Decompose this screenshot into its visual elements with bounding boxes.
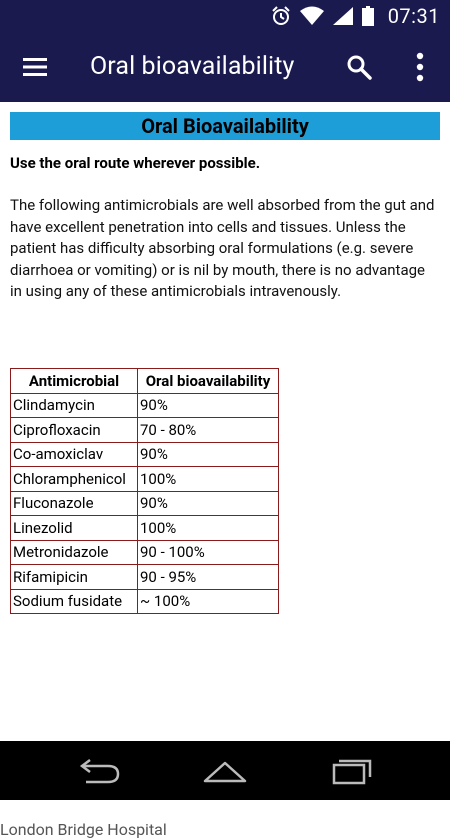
more-options-button[interactable] (408, 52, 432, 82)
antimicrobial-cell: Sodium fusidate (11, 589, 138, 614)
navigation-bar (0, 741, 450, 800)
menu-button[interactable] (22, 54, 48, 80)
antimicrobial-cell: Chloramphenicol (11, 467, 138, 492)
back-icon (74, 770, 126, 789)
bioavailability-cell: 90 - 100% (138, 540, 279, 565)
bioavailability-cell: ~ 100% (138, 589, 279, 614)
recents-icon (326, 770, 378, 789)
status-bar (0, 0, 450, 32)
table-row (11, 467, 279, 492)
more-vert-icon (408, 67, 432, 86)
alarm-icon (270, 5, 292, 27)
antimicrobial-cell: Fluconazole (11, 491, 138, 516)
app-bar-title: Oral bioavailability (90, 52, 295, 81)
bioavailability-cell: 70 - 80% (138, 418, 279, 443)
table-row (11, 540, 279, 565)
footer-attribution: London Bridge Hospital (0, 820, 167, 839)
bioavailability-cell: 90% (138, 393, 279, 418)
antimicrobial-cell: Ciprofloxacin (11, 418, 138, 443)
home-button[interactable] (199, 757, 251, 785)
signal-icon (332, 6, 354, 26)
search-icon (346, 65, 372, 84)
description-paragraph: The following antimicrobials are well absorbed from the gut and have excellent penetration into cells and tissues. Unless the patient has difficulty absorbing oral formulations (e.g. severe diarrhoea or vomiting) or is nil by mouth, there is no advantage in using any of these antimicrobials intravenously. (10, 196, 435, 300)
table-row (11, 516, 279, 541)
section-heading: Oral Bioavailability (10, 112, 440, 140)
wifi-icon (300, 6, 324, 26)
content-area[interactable] (0, 102, 450, 839)
table-row (11, 442, 279, 467)
bioavailability-cell: 100% (138, 516, 279, 541)
bioavailability-table (10, 368, 279, 614)
antimicrobial-cell: Metronidazole (11, 540, 138, 565)
column-header-antimicrobial: Antimicrobial (11, 369, 138, 394)
antimicrobial-cell: Clindamycin (11, 393, 138, 418)
table-row (11, 393, 279, 418)
table-row (11, 418, 279, 443)
search-button[interactable] (346, 54, 372, 80)
battery-icon (362, 6, 374, 26)
table-row (11, 491, 279, 516)
back-button[interactable] (74, 757, 126, 785)
status-time: 07:31 (387, 4, 440, 28)
antimicrobial-cell: Linezolid (11, 516, 138, 541)
antimicrobial-cell: Co-amoxiclav (11, 442, 138, 467)
bioavailability-cell: 90% (138, 491, 279, 516)
antimicrobial-cell: Rifamipicin (11, 565, 138, 590)
bioavailability-cell: 90% (138, 442, 279, 467)
table-row (11, 589, 279, 614)
table-row (11, 565, 279, 590)
status-icons (270, 0, 440, 32)
bioavailability-cell: 100% (138, 467, 279, 492)
recents-button[interactable] (326, 757, 378, 785)
column-header-oral-bioavailability: Oral bioavailability (138, 369, 279, 394)
menu-icon (22, 65, 48, 84)
table-header-row (11, 369, 279, 394)
app-bar (0, 32, 450, 102)
home-icon (199, 770, 251, 789)
intro-text: Use the oral route wherever possible. (10, 154, 261, 172)
bioavailability-cell: 90 - 95% (138, 565, 279, 590)
